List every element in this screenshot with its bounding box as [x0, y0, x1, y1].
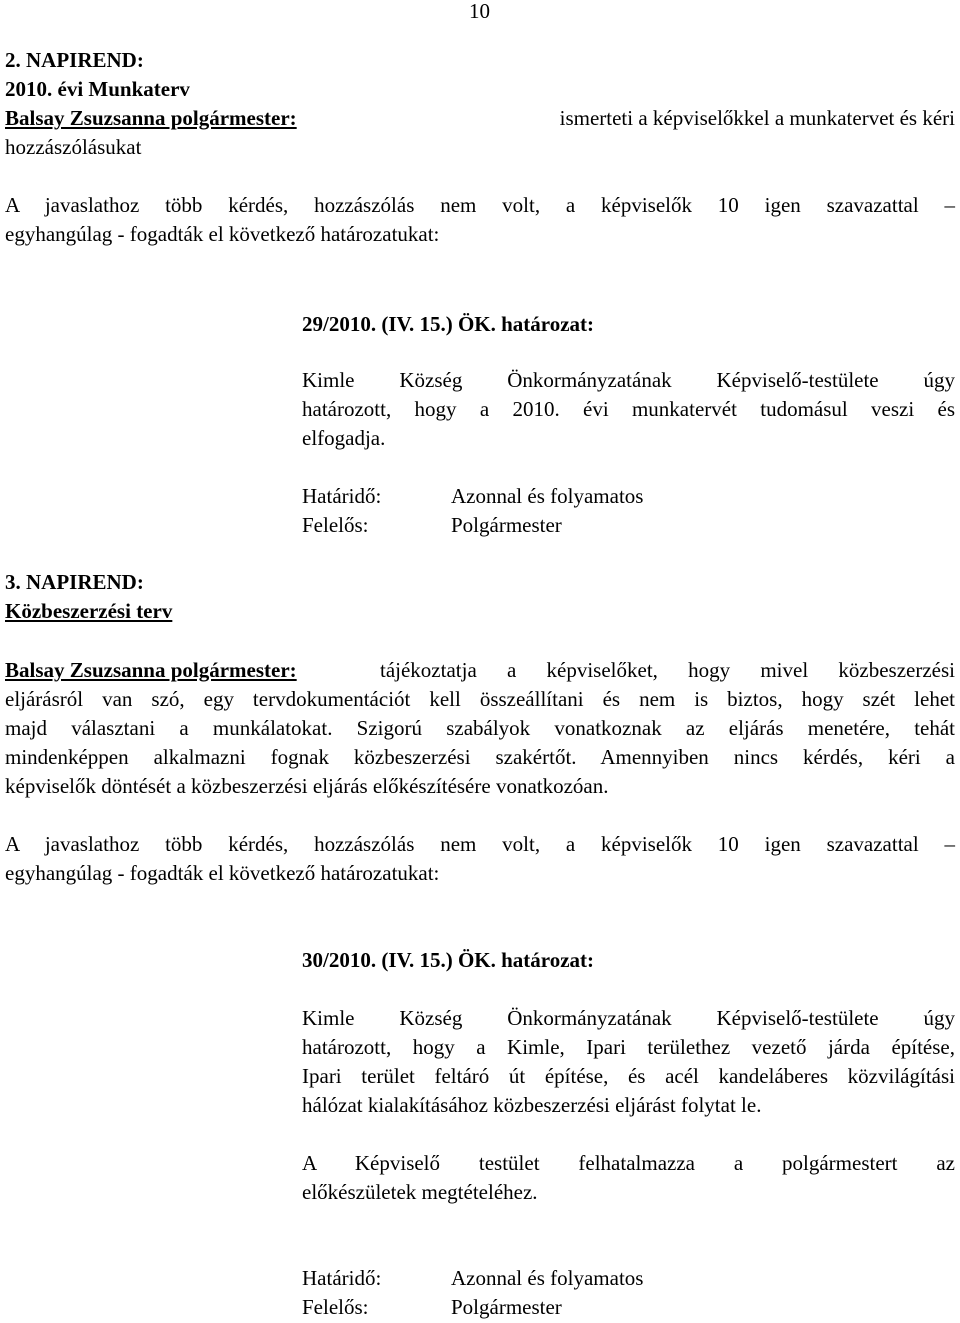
speaker-text: tájékoztatja a képviselőket, hogy mivel közbeszerzési	[380, 658, 955, 682]
vote-text-line: egyhangúlag - fogadták el következő határozatukat:	[5, 861, 440, 885]
responsible-value: Polgármester	[451, 1295, 562, 1319]
speaker-name: Balsay Zsuzsanna polgármester:	[5, 658, 297, 682]
paragraph-line: eljárásról van szó, egy tervdokumentációt kell összeállítani és nem is biztos, hogy szét lehet	[5, 687, 955, 711]
resolution-line: elfogadja.	[302, 426, 386, 450]
paragraph-line: mindenképpen alkalmazni fognak közbeszerzési szakértőt. Amennyiben nincs kérdés, kéri a	[5, 745, 955, 769]
agenda-heading-3: 3. NAPIREND:	[5, 570, 144, 594]
vote-text-line: A javaslathoz több kérdés, hozzászólás nem volt, a képviselők 10 igen szavazattal –	[5, 832, 955, 856]
page-number: 10	[469, 0, 490, 23]
speaker-line-3	[5, 656, 955, 685]
deadline-label: Határidő:	[302, 1266, 382, 1290]
resolution-line: Kimle Község Önkormányzatának Képviselő-testülete úgy	[302, 368, 955, 392]
deadline-value: Azonnal és folyamatos	[451, 1266, 644, 1290]
agenda-title-2: 2010. évi Munkaterv	[5, 77, 190, 101]
resolution-line: határozott, hogy a Kimle, Ipari területhez vezető járda építése,	[302, 1035, 955, 1059]
resolution-line: hálózat kialakításához közbeszerzési eljárást folytat le.	[302, 1093, 762, 1117]
speaker-text: ismerteti a képviselőkkel a munkatervet és kéri	[559, 106, 955, 130]
speaker-text-cont: hozzászólásukat	[5, 135, 142, 159]
resolution-title: 29/2010. (IV. 15.) ÖK. határozat:	[302, 312, 595, 336]
authorization-line: A Képviselő testület felhatalmazza a polgármestert az	[302, 1151, 955, 1175]
deadline-value: Azonnal és folyamatos	[451, 484, 644, 508]
resolution-line: Kimle Község Önkormányzatának Képviselő-testülete úgy	[302, 1006, 955, 1030]
speaker-line-2	[5, 104, 955, 133]
paragraph-line: képviselők döntését a közbeszerzési eljárás előkészítésére vonatkozóan.	[5, 774, 609, 798]
resolution-line: határozott, hogy a 2010. évi munkatervét tudomásul veszi és	[302, 397, 955, 421]
speaker-name: Balsay Zsuzsanna polgármester:	[5, 106, 297, 130]
authorization-line: előkészületek megtételéhez.	[302, 1180, 538, 1204]
resolution-line: Ipari terület feltáró út építése, és acél kandeláberes közvilágítási	[302, 1064, 955, 1088]
deadline-label: Határidő:	[302, 484, 382, 508]
agenda-heading-2: 2. NAPIREND:	[5, 48, 144, 72]
vote-text-line: A javaslathoz több kérdés, hozzászólás nem volt, a képviselők 10 igen szavazattal –	[5, 193, 955, 217]
paragraph-line: majd választani a munkálatokat. Szigorú szabályok vonatkoznak az eljárás menetére, tehát	[5, 716, 955, 740]
responsible-label: Felelős:	[302, 513, 369, 537]
resolution-title: 30/2010. (IV. 15.) ÖK. határozat:	[302, 948, 595, 972]
agenda-title-3: Közbeszerzési terv	[5, 599, 173, 623]
vote-text-line: egyhangúlag - fogadták el következő határozatukat:	[5, 222, 440, 246]
responsible-value: Polgármester	[451, 513, 562, 537]
responsible-label: Felelős:	[302, 1295, 369, 1319]
